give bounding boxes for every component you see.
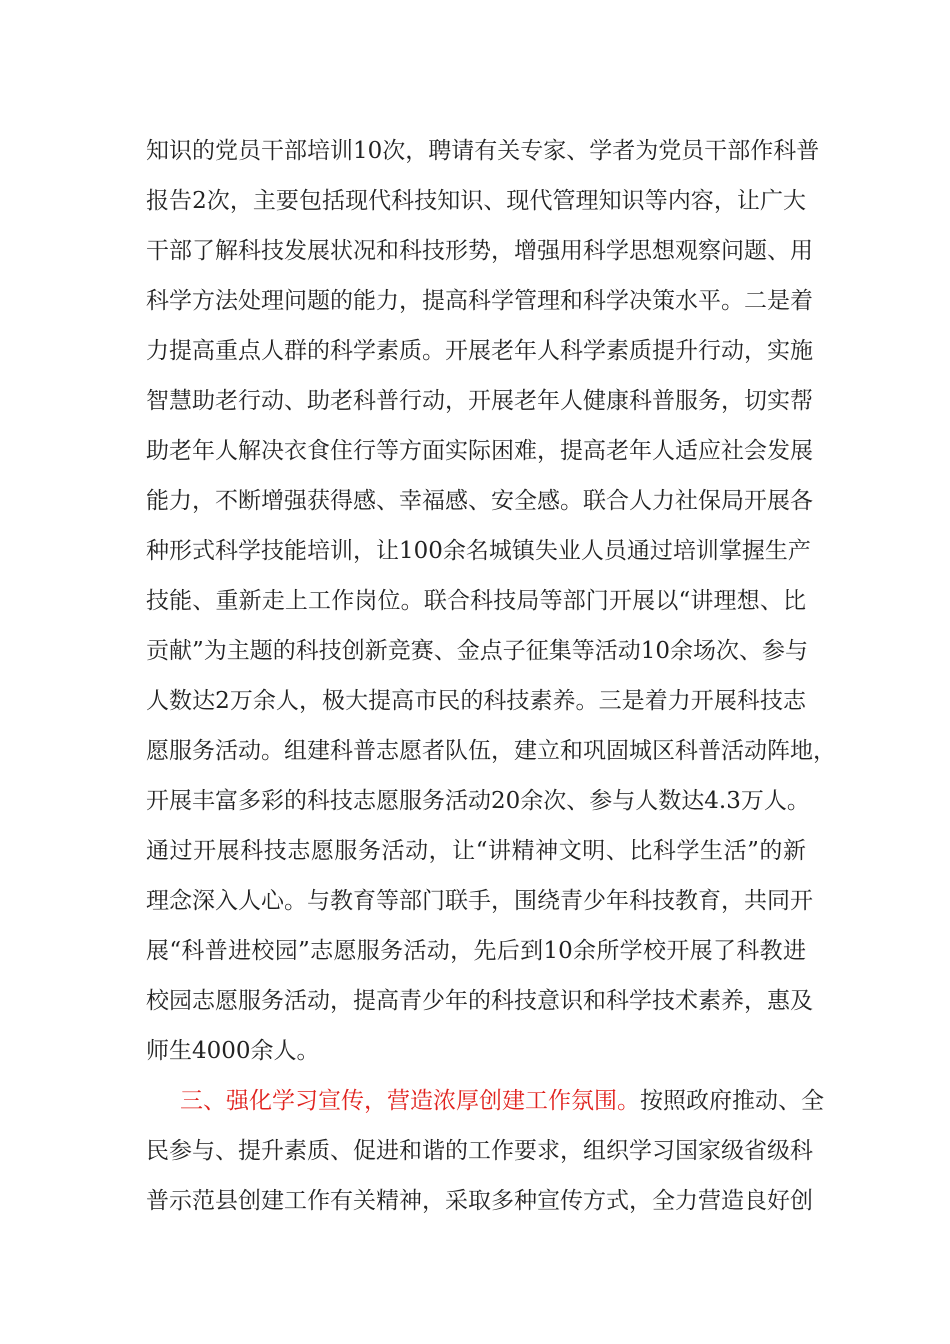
text-line: 助老年人解决衣食住行等方面实际困难，提高老年人适应社会发展 xyxy=(146,438,813,464)
text-line: 知识的党员干部培训10次，聘请有关专家、学者为党员干部作科普 xyxy=(146,138,820,164)
text-line: 普示范县创建工作有关精神，采取多种宣传方式，全力营造良好创 xyxy=(146,1188,813,1214)
text-line: 科学方法处理问题的能力，提高科学管理和科学决策水平。二是着 xyxy=(146,288,813,314)
text-line: 贡献”为主题的科技创新竞赛、金点子征集等活动10余场次、参与 xyxy=(146,638,809,664)
text-line: 校园志愿服务活动，提高青少年的科技意识和科学技术素养，惠及 xyxy=(146,988,813,1014)
text-line: 干部了解科技发展状况和科技形势，增强用科学思想观察问题、用 xyxy=(146,238,813,264)
text-line: 报告2次，主要包括现代科技知识、现代管理知识等内容，让广大 xyxy=(146,188,806,214)
text-line: 愿服务活动。组建科普志愿者队伍，建立和巩固城区科普活动阵地， xyxy=(146,738,836,764)
text-line: 理念深入人心。与教育等部门联手，围绕青少年科技教育，共同开 xyxy=(146,888,813,914)
section-heading: 三、强化学习宣传，营造浓厚创建工作氛围。 xyxy=(180,1088,640,1114)
text-line: 种形式科学技能培训，让100余名城镇失业人员通过培训掌握生产 xyxy=(146,538,811,564)
text-line: 展“科普进校园”志愿服务活动，先后到10余所学校开展了科教进 xyxy=(146,938,806,964)
text-line: 能力，不断增强获得感、幸福感、安全感。联合人力社保局开展各 xyxy=(146,488,813,514)
text-line: 师生4000余人。 xyxy=(146,1038,320,1064)
text-line: 技能、重新走上工作岗位。联合科技局等部门开展以“讲理想、比 xyxy=(146,588,806,614)
section-heading-line xyxy=(180,1076,824,1126)
text-line: 力提高重点人群的科学素质。开展老年人科学素质提升行动，实施 xyxy=(146,338,813,364)
text-line: 民参与、提升素质、促进和谐的工作要求，组织学习国家级省级科 xyxy=(146,1138,813,1164)
text-line: 开展丰富多彩的科技志愿服务活动20余次、参与人数达4.3万人。 xyxy=(146,788,810,814)
text-line: 智慧助老行动、助老科普行动，开展老年人健康科普服务，切实帮 xyxy=(146,388,813,414)
text-line: 通过开展科技志愿服务活动，让“讲精神文明、比科学生活”的新 xyxy=(146,838,806,864)
text-line: 人数达2万余人，极大提高市民的科技素养。三是着力开展科技志 xyxy=(146,688,806,714)
text-line-rest: 按照政府推动、全 xyxy=(640,1088,824,1114)
